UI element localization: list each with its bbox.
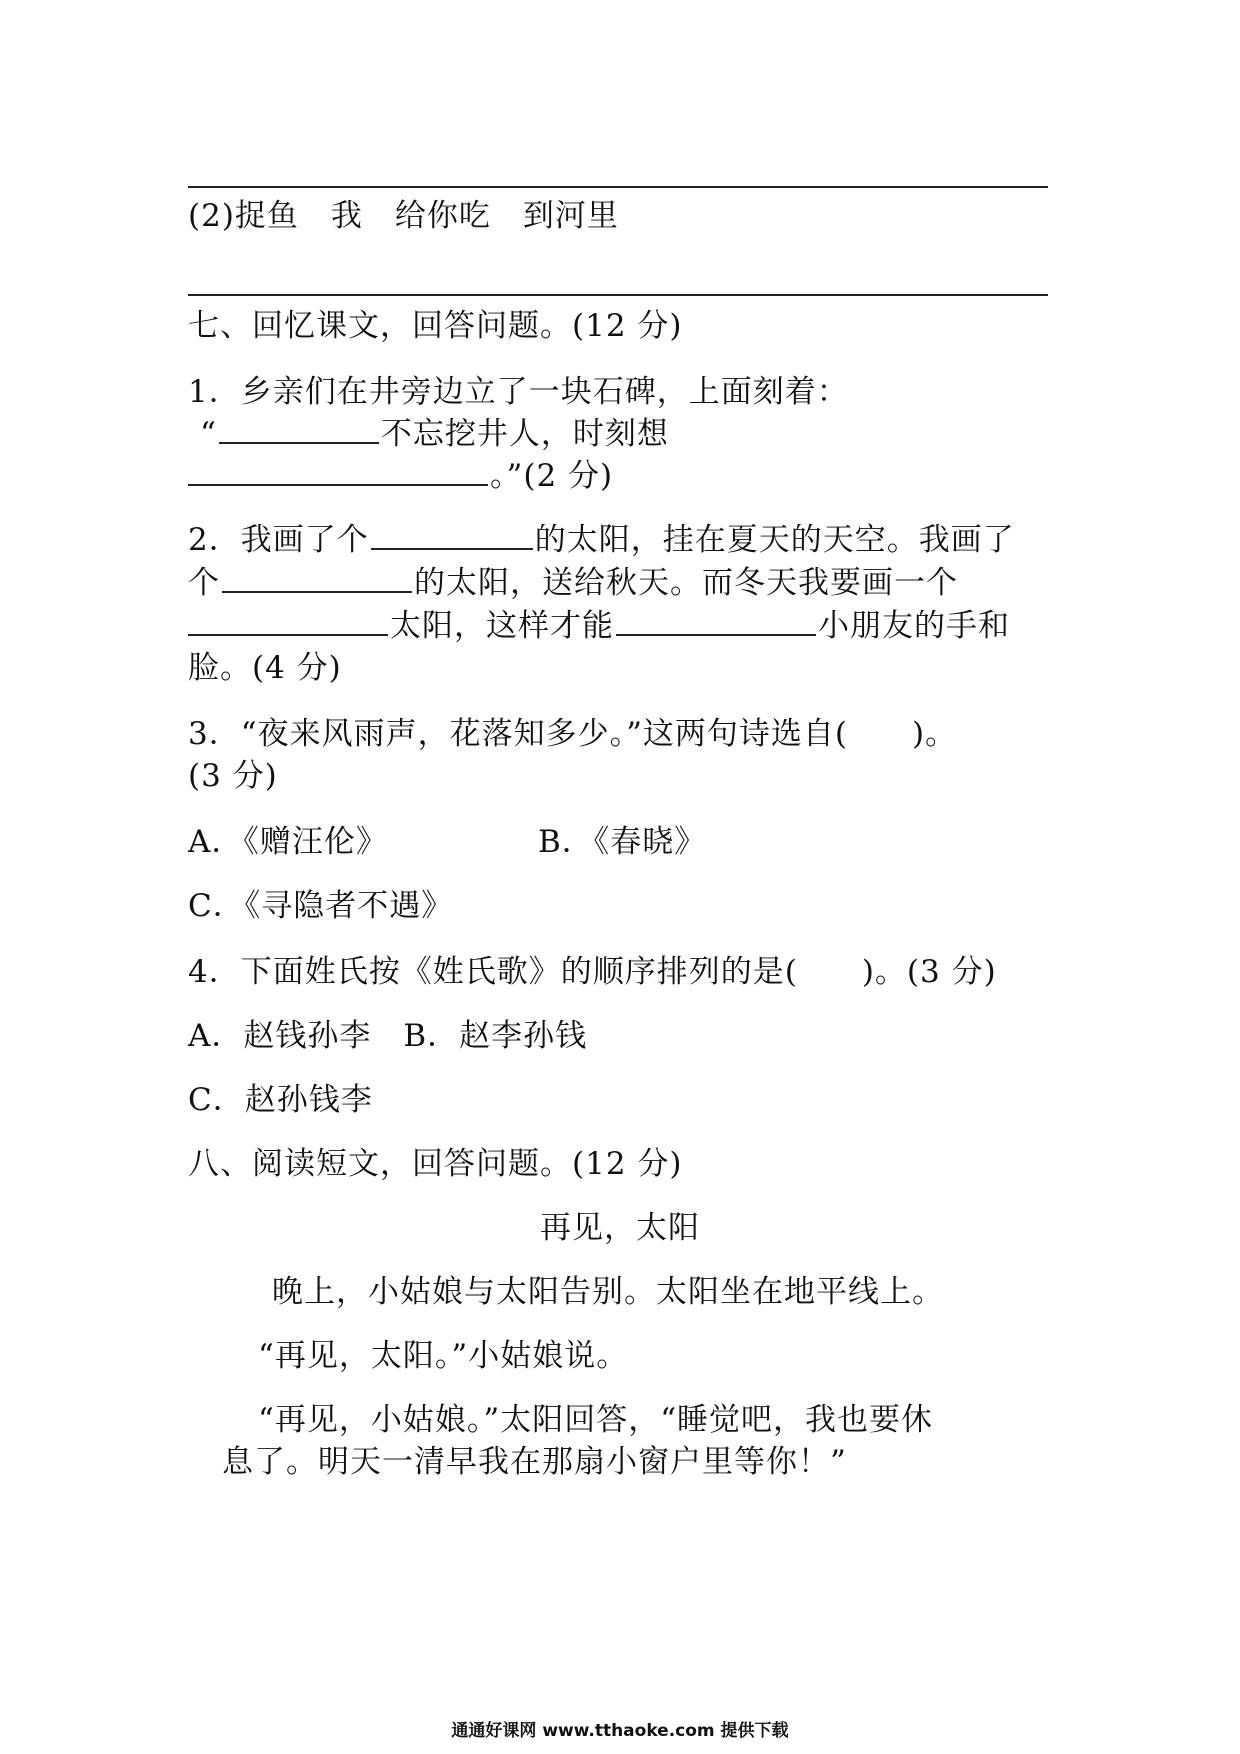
section-7-title: 七、回忆课文，回答问题。(12 分) xyxy=(188,308,683,344)
answer-line xyxy=(188,186,1048,188)
q2-line-2 xyxy=(188,563,958,603)
passage-title: 再见，太阳 xyxy=(540,1210,700,1246)
q2-line-3 xyxy=(188,606,1010,646)
q1-line-2 xyxy=(200,414,669,454)
q1-line-3 xyxy=(188,456,613,496)
q1-line-2-text: 不忘挖井人，时刻想 xyxy=(380,416,669,452)
q3-line-2: (3 分) xyxy=(188,758,278,794)
q1-line-3-text: 。”(2 分) xyxy=(490,458,614,494)
q3-option-b: B．《春晓》 xyxy=(538,824,707,860)
footer-watermark: 通通好课网 www.tthaoke.com 提供下载 xyxy=(451,1721,789,1741)
q2-text: 的太阳，挂在夏天的天空。我画了 xyxy=(534,522,1015,558)
fill-blank[interactable] xyxy=(371,520,533,550)
q2-text: 个 xyxy=(188,565,220,601)
q1-line-1: 1．乡亲们在井旁边立了一块石碑，上面刻着： xyxy=(188,374,849,410)
q3-line-1: 3．“夜来风雨声，花落知多少。”这两句诗选自( )。 xyxy=(188,716,958,752)
quote-mark: “ xyxy=(200,416,217,452)
q2-text: 太阳，这样才能 xyxy=(390,608,614,644)
q4-options-ab: A．赵钱孙李 B．赵李孙钱 xyxy=(188,1018,588,1054)
q4-option-c: C．赵孙钱李 xyxy=(188,1082,373,1118)
fill-blank[interactable] xyxy=(222,563,412,593)
answer-line xyxy=(188,294,1048,296)
passage-paragraph-3: “再见，小姑娘。”太阳回答，“睡觉吧，我也要休 xyxy=(258,1402,934,1438)
passage-paragraph-1: 晚上，小姑娘与太阳告别。太阳坐在地平线上。 xyxy=(272,1274,944,1310)
q2-text: 2．我画了个 xyxy=(188,522,369,558)
q4-line-1: 4．下面姓氏按《姓氏歌》的顺序排列的是( )。(3 分) xyxy=(188,954,997,990)
q6-item-2: (2)捉鱼 我 给你吃 到河里 xyxy=(188,198,619,234)
passage-paragraph-3-cont: 息了。明天一清早我在那扇小窗户里等你！” xyxy=(222,1444,847,1480)
fill-blank[interactable] xyxy=(616,606,816,636)
q2-line-4: 脸。(4 分) xyxy=(188,650,342,686)
passage-paragraph-2: “再见，太阳。”小姑娘说。 xyxy=(258,1338,629,1374)
fill-blank[interactable] xyxy=(188,606,388,636)
q2-text: 的太阳，送给秋天。而冬天我要画一个 xyxy=(414,565,958,601)
fill-blank[interactable] xyxy=(188,456,488,486)
q2-line-1 xyxy=(188,520,1015,560)
section-8-title: 八、阅读短文，回答问题。(12 分) xyxy=(188,1146,683,1182)
fill-blank[interactable] xyxy=(219,414,379,444)
q2-text: 小朋友的手和 xyxy=(818,608,1010,644)
q3-option-a: A．《赠汪伦》 xyxy=(188,824,388,860)
q3-option-c: C．《寻隐者不遇》 xyxy=(188,888,454,924)
